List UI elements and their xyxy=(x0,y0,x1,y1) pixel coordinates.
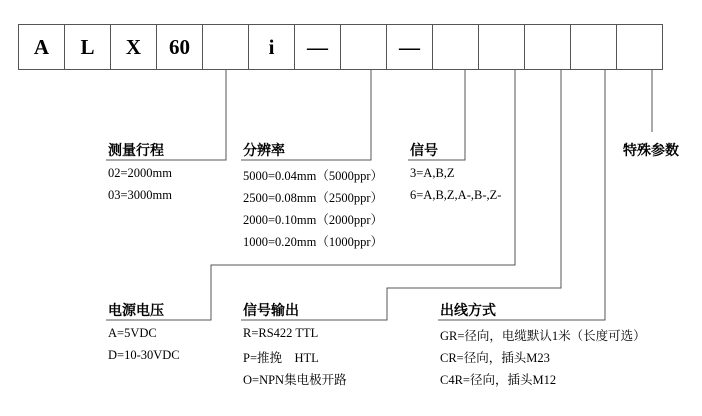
special-params-title: 特殊参数 xyxy=(623,143,679,159)
output-item: O=NPN集电极开路 xyxy=(243,373,347,387)
resolution-item: 1000=0.20mm（1000ppr） xyxy=(243,235,384,249)
signal-item: 6=A,B,Z,A-,B-,Z- xyxy=(410,188,502,202)
signal-title: 信号 xyxy=(410,143,438,159)
code-cell-2: L xyxy=(64,24,111,70)
code-cell-9: — xyxy=(386,24,433,70)
range-item: 03=3000mm xyxy=(108,188,172,202)
power-item: D=10-30VDC xyxy=(108,348,180,362)
code-cell-1: A xyxy=(18,24,65,70)
code-cell-7: — xyxy=(294,24,341,70)
resolution-item: 5000=0.04mm（5000ppr） xyxy=(243,169,384,183)
output-item: P=推挽 HTL xyxy=(243,351,319,365)
range-title: 测量行程 xyxy=(108,143,164,159)
power-item: A=5VDC xyxy=(108,326,157,340)
code-cell-3: X xyxy=(110,24,157,70)
range-item: 02=2000mm xyxy=(108,166,172,180)
cable-item: C4R=径向，插头M12 xyxy=(440,373,557,387)
code-cell-4: 60 xyxy=(156,24,203,70)
power-title: 电源电压 xyxy=(108,303,164,319)
output-item: R=RS422 TTL xyxy=(243,326,319,340)
resolution-title: 分辨率 xyxy=(243,143,285,159)
output-title: 信号输出 xyxy=(243,303,299,319)
cable-item: CR=径向，插头M23 xyxy=(440,351,550,365)
resolution-item: 2500=0.08mm（2500ppr） xyxy=(243,191,384,205)
code-cell-6: i xyxy=(248,24,295,70)
cable-item: GR=径向，电缆默认1米（长度可选） xyxy=(440,329,646,343)
signal-item: 3=A,B,Z xyxy=(410,166,455,180)
cable-title: 出线方式 xyxy=(440,303,496,319)
resolution-item: 2000=0.10mm（2000ppr） xyxy=(243,213,384,227)
